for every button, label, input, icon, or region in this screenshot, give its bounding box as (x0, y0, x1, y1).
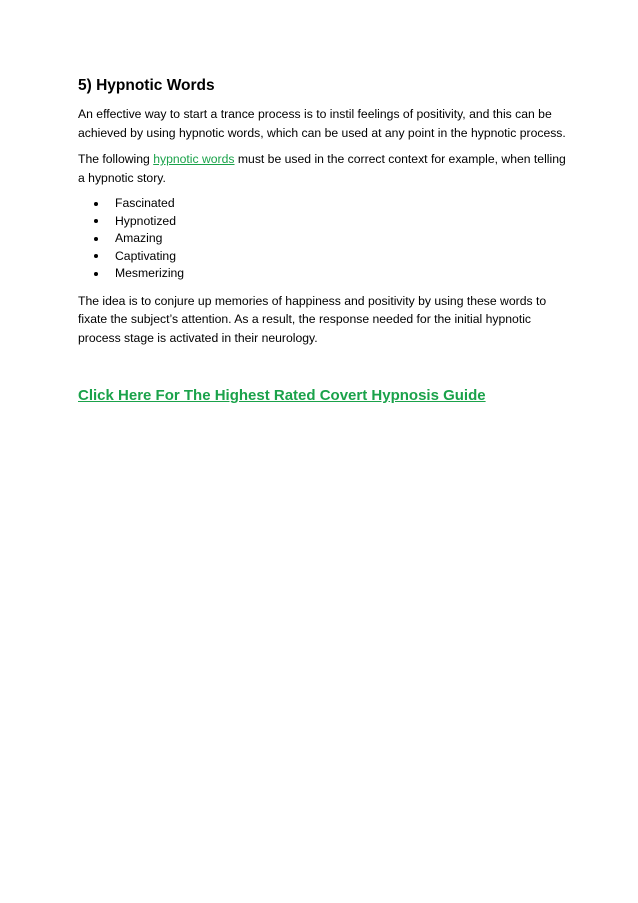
covert-hypnosis-guide-link[interactable]: Click Here For The Highest Rated Covert Hypnosis Guide (78, 387, 486, 404)
list-item (78, 265, 568, 283)
hypnotic-words-list (78, 195, 568, 283)
list-item-label: Mesmerizing (115, 266, 185, 280)
intro-paragraph: An effective way to start a trance process is to instil feelings of positivity, and this can be achieved by using hypnotic words, which can be used at any point in the hypnotic process. (78, 107, 566, 140)
list-item (78, 248, 568, 266)
following-paragraph-suffix: must be used in the correct context for example, when telling a hypnotic story. (78, 152, 566, 185)
list-item-label: Fascinated (115, 196, 175, 210)
list-item (78, 230, 568, 248)
list-item-label: Captivating (115, 248, 176, 263)
list-item-label: Amazing (115, 231, 163, 245)
list-item (78, 213, 568, 231)
hypnotic-words-link[interactable]: hypnotic words (153, 152, 235, 166)
bullet-icon (94, 272, 98, 276)
list-item (78, 195, 568, 213)
bullet-icon (94, 219, 98, 223)
document-page (78, 76, 568, 405)
section-heading: 5) Hypnotic Words (78, 77, 215, 94)
following-paragraph-prefix: The following (78, 152, 154, 166)
list-item-label: Hypnotized (115, 213, 176, 228)
bullet-icon (94, 254, 98, 258)
conclusion-paragraph: The idea is to conjure up memories of happiness and positivity by using these words to fixate the subject’s attention. As a result, the response needed for the initial hypnotic process stage is activated in their neurology. (78, 293, 547, 345)
following-paragraph (78, 150, 568, 187)
bullet-icon (94, 237, 98, 241)
bullet-icon (94, 202, 98, 206)
